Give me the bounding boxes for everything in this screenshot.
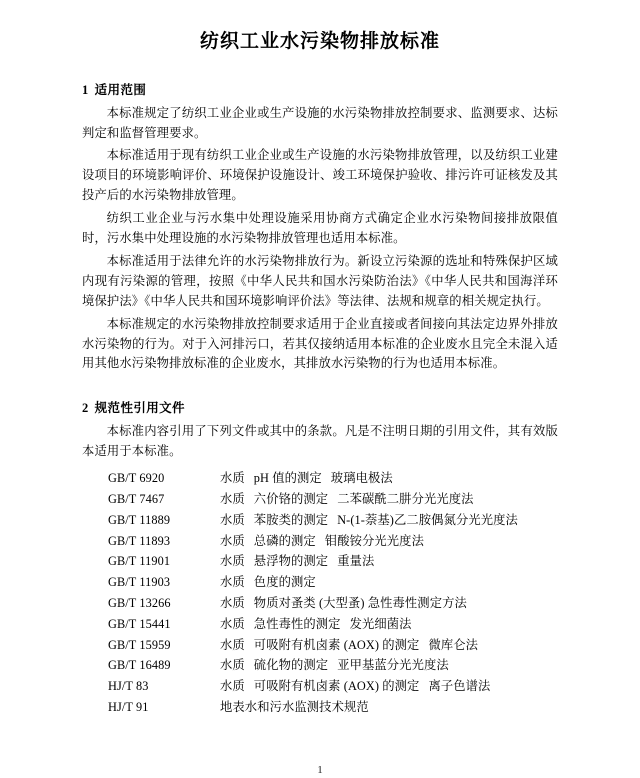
standard-medium: 水质 (220, 471, 245, 486)
standard-subject: 悬浮物的测定 (253, 554, 329, 569)
standard-code: GB/T 15959 (108, 637, 171, 652)
list-item (82, 659, 558, 671)
standard-method: 亚甲基蓝分光光度法 (337, 658, 449, 673)
list-item (82, 680, 558, 692)
standard-title (220, 514, 558, 526)
standard-method: 重量法 (337, 554, 375, 569)
standard-title (220, 472, 558, 484)
list-item (82, 535, 558, 547)
standard-title (220, 639, 558, 651)
standard-medium: 水质 (220, 554, 245, 569)
list-item (82, 472, 558, 484)
list-item (82, 701, 558, 713)
standard-title (220, 555, 558, 567)
standard-title (220, 659, 558, 671)
standard-method: 二苯碳酰二肼分光光度法 (337, 491, 474, 506)
section-heading-normative-references (82, 398, 558, 416)
standard-code: GB/T 16489 (108, 658, 171, 673)
standard-method: 微库仑法 (428, 637, 479, 652)
standard-title (220, 576, 558, 588)
standard-medium: 水质 (220, 658, 245, 673)
standard-title (220, 618, 558, 630)
standard-subject: 色度的测定 (253, 575, 316, 590)
standard-code: GB/T 11889 (108, 512, 171, 527)
list-item (82, 639, 558, 651)
standard-method: N-(1-萘基)乙二胺偶氮分光光度法 (337, 512, 518, 527)
standard-subject: 可吸附有机卤素 (AOX) 的测定 (253, 679, 420, 694)
standard-method: 离子色谱法 (428, 679, 491, 694)
standard-title (220, 493, 558, 505)
paragraph: 本标准规定了纺织工业企业或生产设施的水污染物排放控制要求、监测要求、达标判定和监督管理要求。 (82, 105, 558, 140)
standard-code: HJ/T 91 (108, 699, 149, 714)
standard-subject: 苯胺类的测定 (253, 512, 329, 527)
section-number: 1 (82, 82, 89, 97)
section-scope (82, 80, 558, 375)
section-title: 适用范围 (94, 82, 147, 97)
standard-subject: pH 值的测定 (253, 471, 322, 486)
standard-medium: 水质 (220, 637, 245, 652)
standard-medium: 水质 (220, 575, 245, 590)
paragraph: 本标准规定的水污染物排放控制要求适用于企业直接或者间接向其法定边界外排放水污染物的行为。对于入河排污口，若其仅接纳适用本标准的企业废水且完全未混入适用其他水污染物排放标准的企业废水，其排放水污染物的行为也适用本标准。 (82, 316, 558, 371)
standard-medium: 水质 (220, 533, 245, 548)
standard-title (220, 680, 558, 692)
standard-subject: 急性毒性的测定 (253, 616, 341, 631)
standard-medium: 水质 (220, 595, 245, 610)
standard-method: 发光细菌法 (349, 616, 412, 631)
standard-medium: 水质 (220, 512, 245, 527)
standard-code: GB/T 11893 (108, 533, 171, 548)
paragraph: 本标准内容引用了下列文件或其中的条款。凡是不注明日期的引用文件，其有效版本适用于本标准。 (82, 424, 558, 459)
section-heading-scope (82, 80, 558, 98)
standard-subject: 可吸附有机卤素 (AOX) 的测定 (253, 637, 420, 652)
standard-medium: 水质 (220, 616, 245, 631)
list-item (82, 514, 558, 526)
paragraph: 纺织工业企业与污水集中处理设施采用协商方式确定企业水污染物间接排放限值时，污水集中处理设施的水污染物排放管理也适用本标准。 (82, 211, 558, 246)
referenced-standards-list (82, 472, 558, 713)
list-item (82, 493, 558, 505)
standard-subject: 物质对蚤类 (大型蚤) 急性毒性测定方法 (253, 595, 467, 610)
standard-method: 钼酸铵分光光度法 (324, 533, 424, 548)
list-item (82, 576, 558, 588)
standard-code: GB/T 11903 (108, 575, 171, 590)
paragraph: 本标准适用于现有纺织工业企业或生产设施的水污染物排放管理，以及纺织工业建设项目的环境影响评价、环境保护设施设计、竣工环境保护验收、排污许可证核发及其投产后的水污染物排放管理。 (82, 148, 558, 203)
standard-method: 玻璃电极法 (330, 471, 393, 486)
page-number: 1 (317, 764, 323, 776)
standard-code: GB/T 11901 (108, 554, 171, 569)
standard-code: GB/T 7467 (108, 491, 165, 506)
standard-title (220, 701, 558, 713)
list-item (82, 555, 558, 567)
section-title: 规范性引用文件 (94, 401, 185, 416)
standard-medium: 水质 (220, 679, 245, 694)
standard-code: GB/T 13266 (108, 595, 171, 610)
list-item (82, 618, 558, 630)
standard-code: GB/T 6920 (108, 471, 165, 486)
standard-subject: 总磷的测定 (253, 533, 316, 548)
standard-title (220, 597, 558, 609)
page-title: 纺织工业水污染物排放标准 (199, 31, 440, 52)
standard-subject: 硫化物的测定 (253, 658, 329, 673)
standard-code: GB/T 15441 (108, 616, 171, 631)
list-item (82, 597, 558, 609)
paragraph: 本标准适用于法律允许的水污染物排放行为。新设立污染源的选址和特殊保护区域内现有污染源的管理，按照《中华人民共和国水污染防治法》《中华人民共和国海洋环境保护法》《中华人民共和国环境影响评价法》等法律、法规和规章的相关规定执行。 (82, 253, 558, 308)
standard-subject: 地表水和污水监测技术规范 (220, 699, 369, 714)
section-number: 2 (82, 401, 89, 416)
standard-code: HJ/T 83 (108, 679, 149, 694)
standard-medium: 水质 (220, 491, 245, 506)
section-normative-references (82, 398, 558, 713)
standard-title (220, 535, 558, 547)
standard-subject: 六价铬的测定 (253, 491, 329, 506)
